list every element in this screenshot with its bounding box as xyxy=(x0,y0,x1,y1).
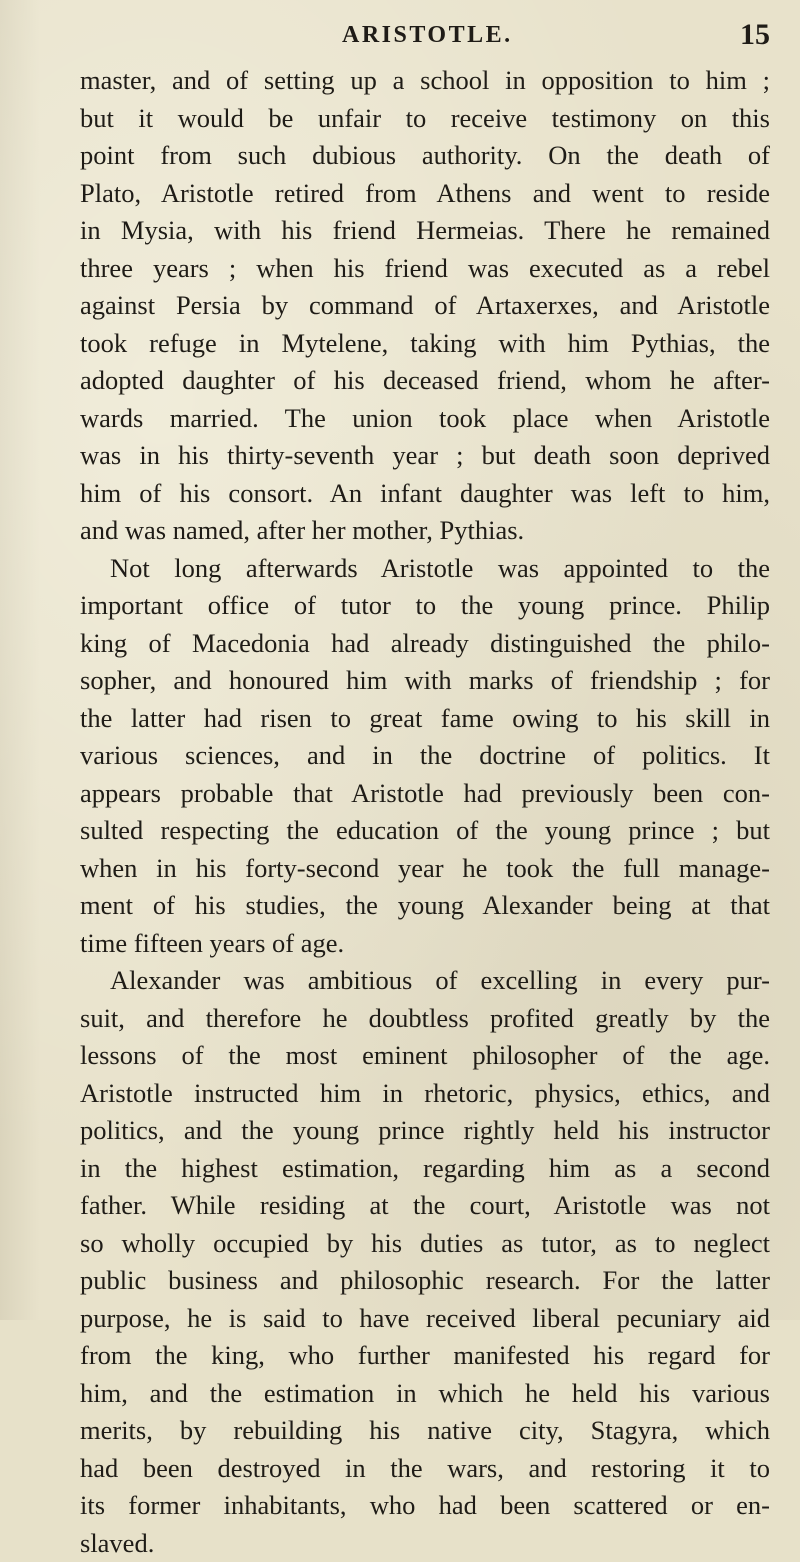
text-line: was in his thirty-seventh year ; but death soon deprived xyxy=(80,437,770,475)
text-line: him, and the estimation in which he held his various xyxy=(80,1375,770,1413)
text-line: suit, and therefore he doubtless profited greatly by the xyxy=(80,1000,770,1038)
text-line: against Persia by command of Artaxerxes, and Aristotle xyxy=(80,287,770,325)
text-line: point from such dubious authority. On the death of xyxy=(80,137,770,175)
text-line: and was named, after her mother, Pythias. xyxy=(80,512,770,550)
text-line: politics, and the young prince rightly held his instructor xyxy=(80,1112,770,1150)
text-line: sopher, and honoured him with marks of friendship ; for xyxy=(80,662,770,700)
text-line: had been destroyed in the wars, and restoring it to xyxy=(80,1450,770,1488)
text-line: appears probable that Aristotle had previously been con- xyxy=(80,775,770,813)
text-line: father. While residing at the court, Aristotle was not xyxy=(80,1187,770,1225)
text-line: time fifteen years of age. xyxy=(80,925,770,963)
text-line: when in his forty-second year he took the full manage- xyxy=(80,850,770,888)
text-line: lessons of the most eminent philosopher of the age. xyxy=(80,1037,770,1075)
text-line: wards married. The union took place when Aristotle xyxy=(80,400,770,438)
text-line: purpose, he is said to have received liberal pecuniary aid xyxy=(80,1300,770,1338)
running-head: ARISTOTLE. xyxy=(342,22,513,49)
text-line: from the king, who further manifested his regard for xyxy=(80,1337,770,1375)
text-line: but it would be unfair to receive testimony on this xyxy=(80,100,770,138)
text-line: the latter had risen to great fame owing to his skill in xyxy=(80,700,770,738)
body-text xyxy=(80,62,770,1562)
text-line: sulted respecting the education of the young prince ; but xyxy=(80,812,770,850)
text-line: took refuge in Mytelene, taking with him Pythias, the xyxy=(80,325,770,363)
text-line: important office of tutor to the young prince. Philip xyxy=(80,587,770,625)
text-line: ment of his studies, the young Alexander being at that xyxy=(80,887,770,925)
text-line: various sciences, and in the doctrine of politics. It xyxy=(80,737,770,775)
text-line: so wholly occupied by his duties as tutor, as to neglect xyxy=(80,1225,770,1263)
text-line: Alexander was ambitious of excelling in every pur- xyxy=(80,962,770,1000)
text-line: master, and of setting up a school in opposition to him ; xyxy=(80,62,770,100)
text-line: merits, by rebuilding his native city, Stagyra, which xyxy=(80,1412,770,1450)
page-header xyxy=(80,18,770,58)
text-line: Not long afterwards Aristotle was appointed to the xyxy=(80,550,770,588)
page-number: 15 xyxy=(740,18,770,52)
text-line: its former inhabitants, who had been scattered or en- xyxy=(80,1487,770,1525)
text-line: adopted daughter of his deceased friend, whom he after- xyxy=(80,362,770,400)
text-line: in the highest estimation, regarding him as a second xyxy=(80,1150,770,1188)
text-line: Aristotle instructed him in rhetoric, physics, ethics, and xyxy=(80,1075,770,1113)
text-line: in Mysia, with his friend Hermeias. There he remained xyxy=(80,212,770,250)
text-line: slaved. xyxy=(80,1525,770,1562)
text-line: him of his consort. An infant daughter was left to him, xyxy=(80,475,770,513)
text-line: public business and philosophic research. For the latter xyxy=(80,1262,770,1300)
text-line: Plato, Aristotle retired from Athens and went to reside xyxy=(80,175,770,213)
text-line: king of Macedonia had already distinguished the philo- xyxy=(80,625,770,663)
text-line: three years ; when his friend was executed as a rebel xyxy=(80,250,770,288)
